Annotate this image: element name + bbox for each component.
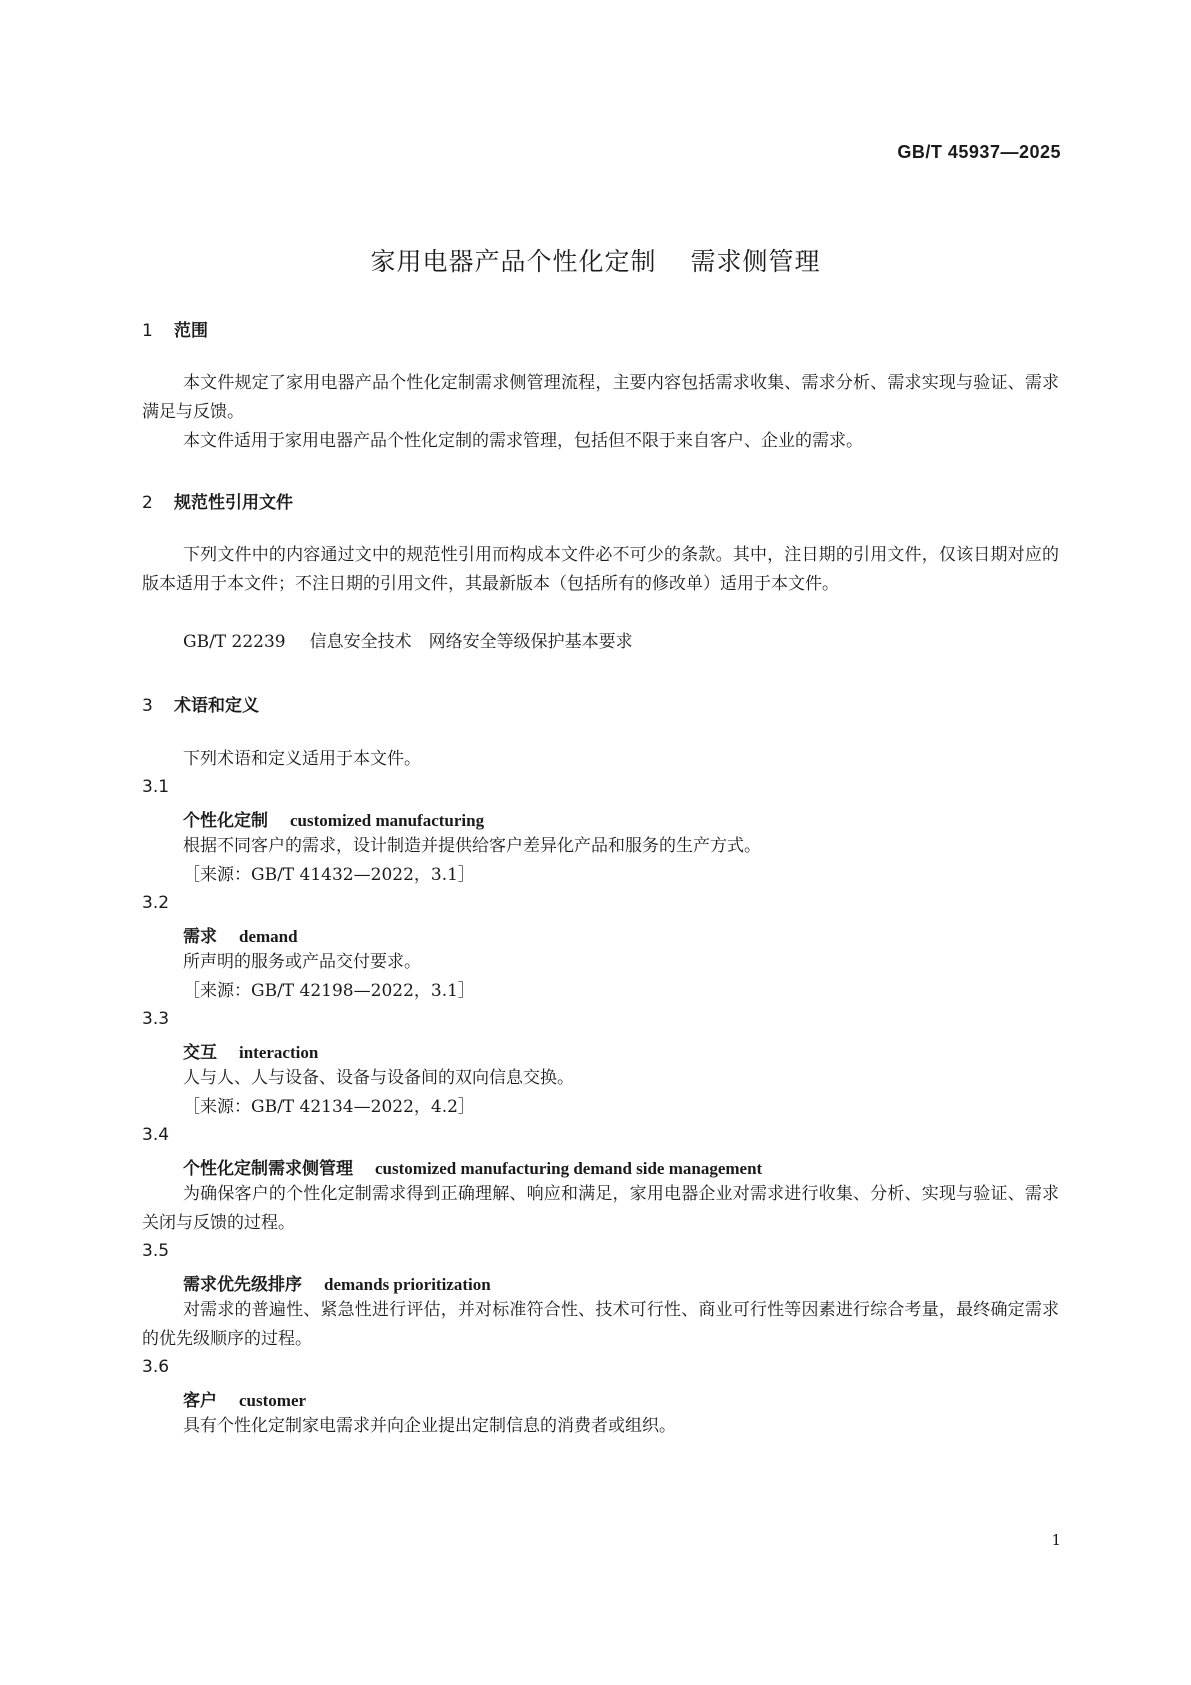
section-number: 1 (142, 321, 153, 341)
section-title: 范围 (174, 321, 208, 341)
term-definition: 根据不同客户的需求，设计制造并提供给客户差异化产品和服务的生产方式。 (183, 836, 761, 856)
section-heading-normative (142, 488, 293, 513)
term-number: 3.3 (142, 1009, 170, 1029)
scope-body (142, 369, 1059, 456)
term-definition: 人与人、人与设备、设备与设备间的双向信息交换。 (183, 1068, 574, 1088)
section-number: 3 (142, 696, 153, 716)
standard-code: GB/T 45937—2025 (897, 142, 1061, 162)
term-heading (183, 1154, 762, 1179)
page-number: 1 (1051, 1531, 1061, 1549)
term-number: 3.4 (142, 1125, 170, 1145)
reference-code: GB/T 22239 (183, 632, 286, 652)
term-number: 3.1 (142, 777, 170, 797)
normative-reference (183, 628, 633, 657)
term-definition: 对需求的普遍性、紧急性进行评估，并对标准符合性、技术可行性、商业可行性等因素进行综合考量，最终确定需求的优先级顺序的过程。 (142, 1300, 1059, 1349)
term-source: ［来源：GB/T 41432—2022，3.1］ (183, 865, 475, 885)
term-number: 3.6 (142, 1357, 170, 1377)
term-heading (183, 1038, 318, 1063)
term-number: 3.2 (142, 893, 170, 913)
scope-paragraph: 本文件规定了家用电器产品个性化定制需求侧管理流程，主要内容包括需求收集、需求分析、需求实现与验证、需求满足与反馈。 (142, 373, 1059, 422)
term-definition: 具有个性化定制家电需求并向企业提出定制信息的消费者或组织。 (183, 1416, 676, 1436)
term-zh: 个性化定制 (183, 811, 268, 831)
term-heading (183, 1386, 306, 1411)
scope-paragraph: 本文件适用于家用电器产品个性化定制的需求管理，包括但不限于来自客户、企业的需求。 (183, 431, 863, 451)
term-zh: 需求优先级排序 (183, 1275, 302, 1295)
term-definition: 所声明的服务或产品交付要求。 (183, 952, 421, 972)
section-number: 2 (142, 493, 153, 513)
term-en: customer (239, 1391, 307, 1410)
title-part-2: 需求侧管理 (690, 247, 821, 276)
term-number: 3.5 (142, 1241, 170, 1261)
term-en: interaction (239, 1043, 319, 1062)
term-source: ［来源：GB/T 42134—2022，4.2］ (183, 1097, 475, 1117)
section-heading-scope (142, 316, 208, 341)
normative-paragraph: 下列文件中的内容通过文中的规范性引用而构成本文件必不可少的条款。其中，注日期的引用文件，仅该日期对应的版本适用于本文件；不注日期的引用文件，其最新版本（包括所有的修改单）适用于本文件。 (142, 545, 1059, 594)
normative-body (142, 541, 1059, 599)
title-part-1: 家用电器产品个性化定制 (370, 247, 657, 276)
term-zh: 需求 (183, 927, 217, 947)
term-zh: 个性化定制需求侧管理 (183, 1159, 353, 1179)
section-heading-terms (142, 691, 259, 716)
term-heading (183, 1270, 491, 1295)
term-en: customized manufacturing demand side management (375, 1159, 763, 1178)
document-title (0, 242, 1191, 278)
term-en: demands prioritization (324, 1275, 491, 1294)
term-heading (183, 806, 484, 831)
term-zh: 客户 (183, 1391, 217, 1411)
reference-title: 信息安全技术 网络安全等级保护基本要求 (309, 632, 633, 652)
section-title: 术语和定义 (174, 696, 259, 716)
term-zh: 交互 (183, 1043, 217, 1063)
term-source: ［来源：GB/T 42198—2022，3.1］ (183, 981, 475, 1001)
section-title: 规范性引用文件 (174, 493, 293, 513)
term-heading (183, 922, 298, 947)
terms-intro: 下列术语和定义适用于本文件。 (183, 749, 421, 769)
term-definition: 为确保客户的个性化定制需求得到正确理解、响应和满足，家用电器企业对需求进行收集、分析、实现与验证、需求关闭与反馈的过程。 (142, 1184, 1059, 1233)
term-en: demand (239, 927, 298, 946)
term-en: customized manufacturing (290, 811, 485, 830)
